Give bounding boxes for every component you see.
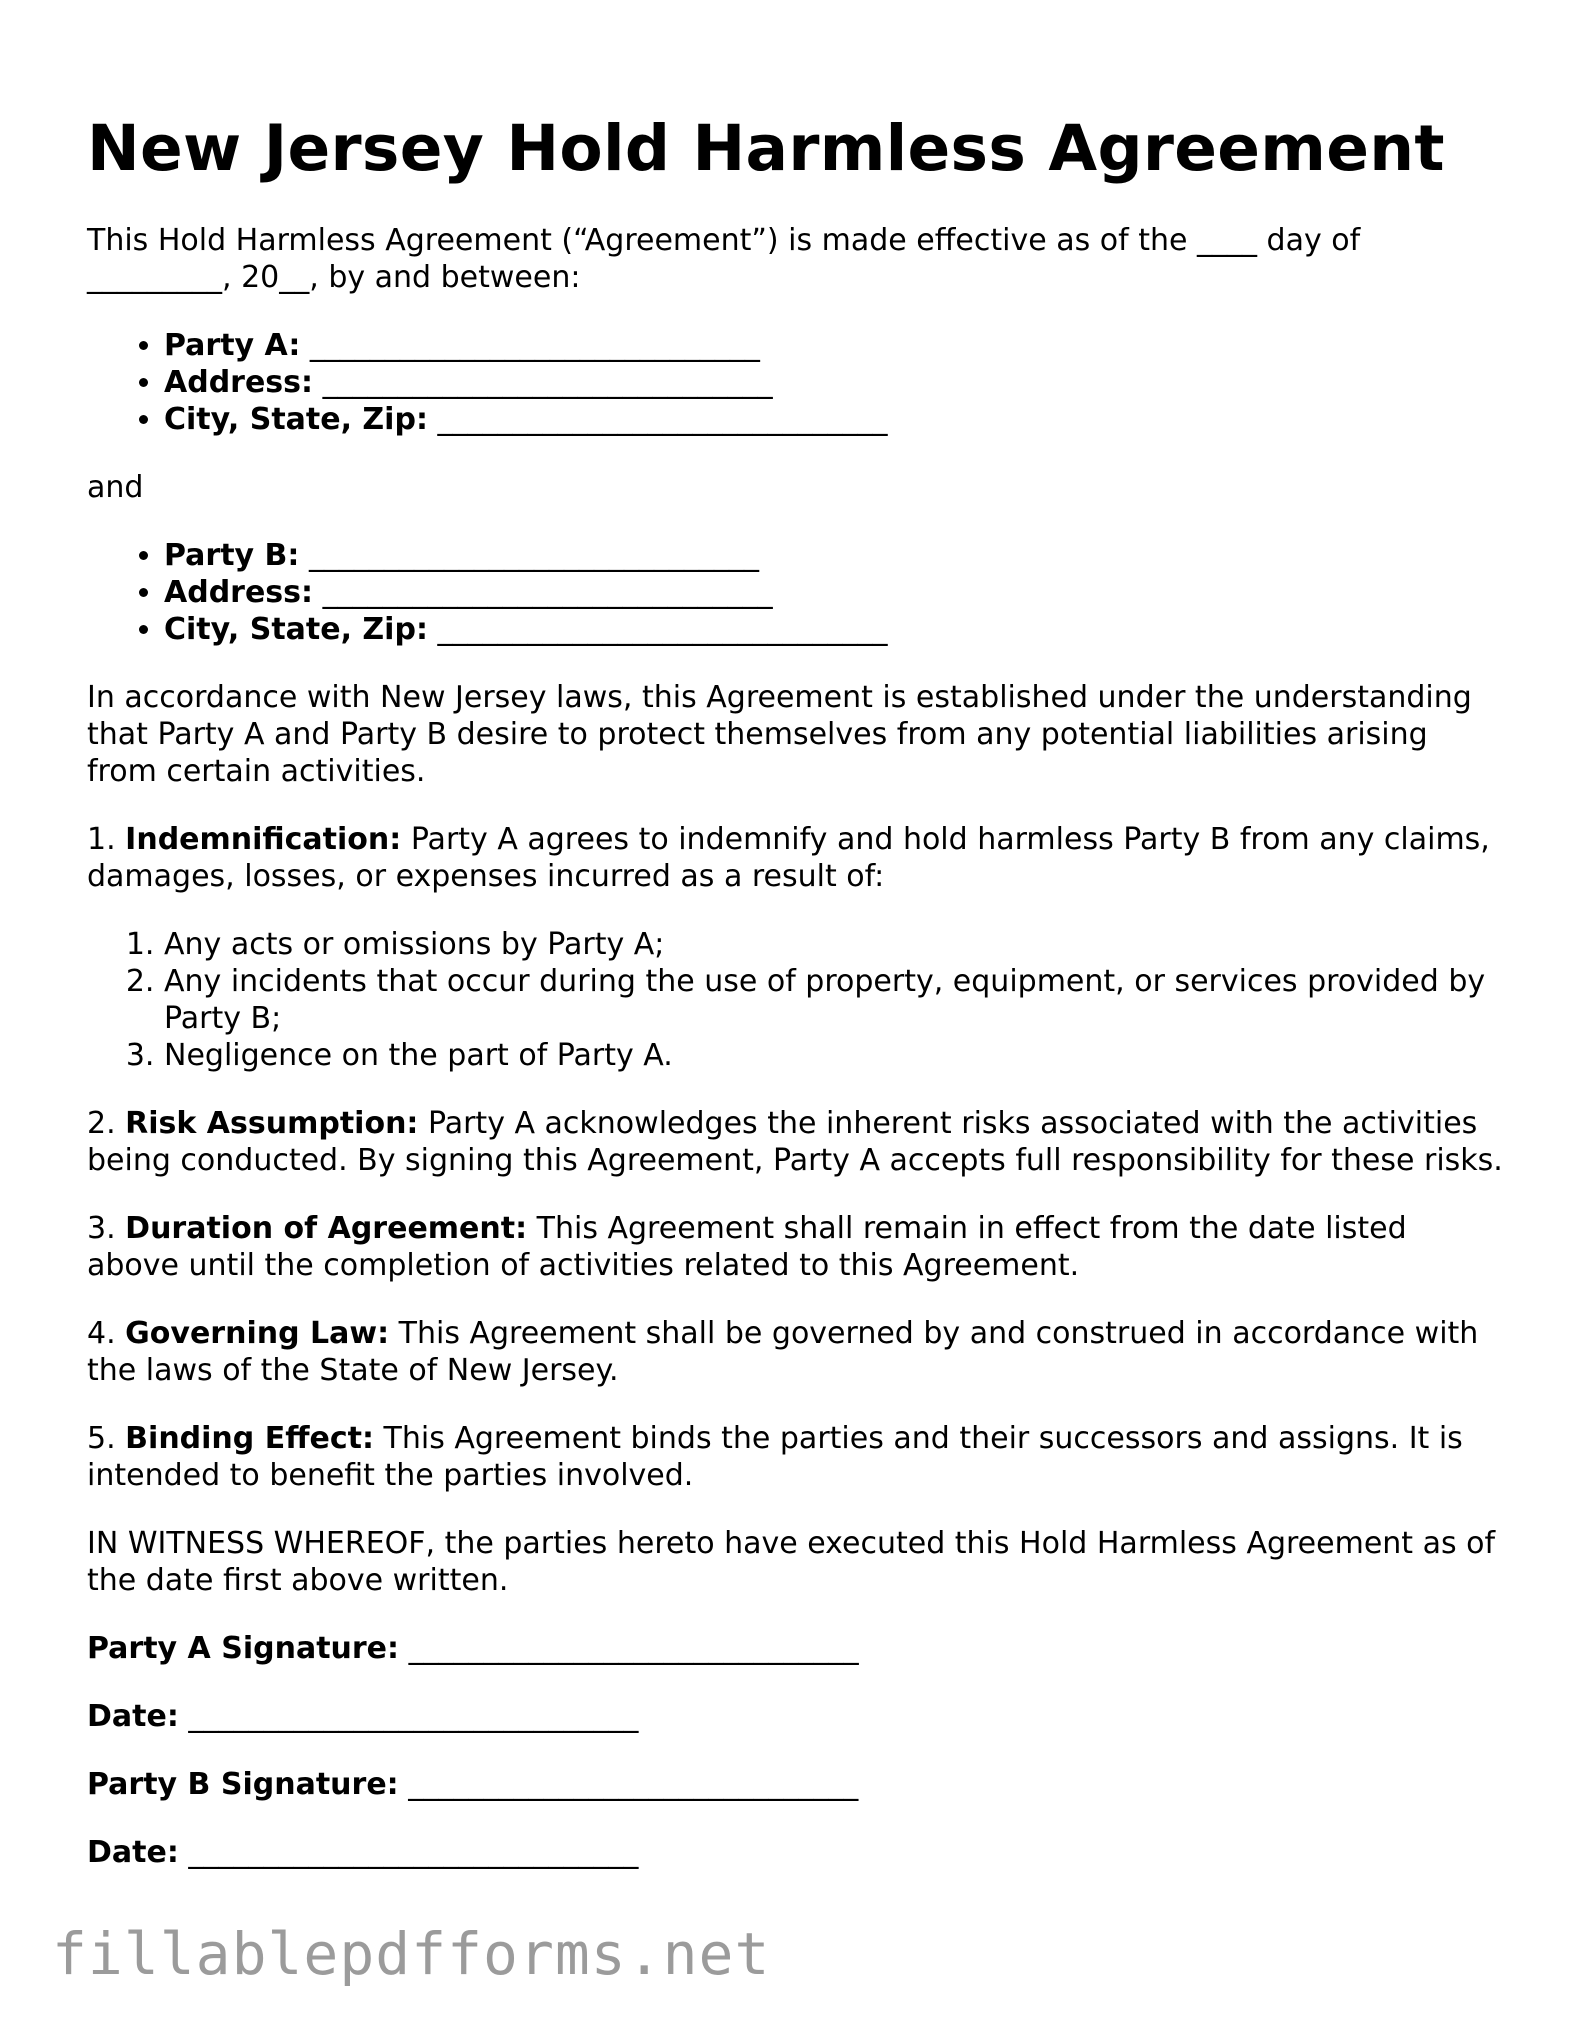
- party-a-address-line: [164, 364, 1507, 401]
- field-label: Party B:: [164, 538, 300, 573]
- blank-field[interactable]: ______________________________: [188, 1835, 639, 1870]
- section-number: 1.: [87, 822, 116, 857]
- field-label: City, State, Zip:: [164, 402, 428, 437]
- field-label: City, State, Zip:: [164, 612, 428, 647]
- section-heading: Governing Law:: [125, 1316, 390, 1351]
- section-text: Party A agrees to indemnify and hold harmless Party B from any claims, damages, losses, or expenses incurred as a result of:: [87, 822, 1490, 894]
- field-label: Date:: [87, 1835, 179, 1870]
- field-label: Date:: [87, 1699, 179, 1734]
- blank-field[interactable]: ______________________________: [408, 1767, 859, 1802]
- field-label: Party A:: [164, 328, 301, 363]
- party-a-name-line: [164, 327, 1507, 364]
- party-b-date-line: [87, 1834, 1507, 1871]
- blank-field[interactable]: ______________________________: [322, 365, 773, 400]
- indemnification-list: [87, 926, 1507, 1074]
- list-item: 3. Negligence on the part of Party A.: [164, 1037, 1507, 1074]
- document-body: [87, 222, 1507, 1902]
- section-heading: Duration of Agreement:: [125, 1211, 528, 1246]
- section-number: 5.: [87, 1421, 116, 1456]
- blank-field[interactable]: ______________________________: [408, 1631, 859, 1666]
- section-number: 4.: [87, 1316, 116, 1351]
- party-a-date-line: [87, 1698, 1507, 1735]
- section-indemnification: [87, 821, 1507, 895]
- party-a-city-line: [164, 401, 1507, 438]
- field-label: Address:: [164, 365, 314, 400]
- watermark: fillablepdfforms.net: [52, 1920, 771, 1988]
- blank-field[interactable]: ______________________________: [437, 402, 888, 437]
- accordance-paragraph: In accordance with New Jersey laws, this Agreement is established under the understanding that Party A and Party B desire to protect themselves from any potential liabilities arising from certain activities.: [87, 680, 1472, 789]
- party-b-name-line: [164, 537, 1507, 574]
- section-text: This Agreement shall be governed by and construed in accordance with the laws of the State of New Jersey.: [87, 1316, 1479, 1388]
- section-binding-effect: [87, 1420, 1507, 1494]
- section-heading: Indemnification:: [125, 822, 402, 857]
- and-text: and: [87, 470, 144, 505]
- blank-field[interactable]: ______________________________: [437, 612, 888, 647]
- party-b-city-line: [164, 611, 1507, 648]
- section-text: Party A acknowledges the inherent risks associated with the activities being conducted. By signing this Agreement, Party A accepts full responsibility for these risks.: [87, 1106, 1503, 1178]
- section-number: 3.: [87, 1211, 116, 1246]
- section-heading: Risk Assumption:: [125, 1106, 419, 1141]
- party-b-signature-line: [87, 1766, 1507, 1803]
- party-b-address-line: [164, 574, 1507, 611]
- signature-block: [87, 1630, 1507, 1871]
- section-text: This Agreement binds the parties and their successors and assigns. It is intended to benefit the parties involved.: [87, 1421, 1463, 1493]
- field-label: Address:: [164, 575, 314, 610]
- blank-field[interactable]: ______________________________: [308, 538, 759, 573]
- section-risk-assumption: [87, 1105, 1507, 1179]
- party-a-list: [87, 327, 1507, 438]
- field-label: Party A Signature:: [87, 1631, 400, 1666]
- section-text: This Agreement shall remain in effect from the date listed above until the completion of activities related to this Agreement.: [87, 1211, 1407, 1283]
- party-b-list: [87, 537, 1507, 648]
- blank-field[interactable]: ______________________________: [322, 575, 773, 610]
- witness-paragraph: IN WITNESS WHEREOF, the parties hereto have executed this Hold Harmless Agreement as of the date first above written.: [87, 1526, 1496, 1598]
- intro-paragraph: This Hold Harmless Agreement (“Agreement”) is made effective as of the ____ day of _________, 20__, by and between:: [87, 223, 1361, 295]
- blank-field[interactable]: ______________________________: [309, 328, 760, 363]
- list-item: 2. Any incidents that occur during the use of property, equipment, or services provided by Party B;: [164, 963, 1507, 1037]
- section-governing-law: [87, 1315, 1507, 1389]
- blank-field[interactable]: ______________________________: [188, 1699, 639, 1734]
- list-item: 1. Any acts or omissions by Party A;: [164, 926, 1507, 963]
- document-title: New Jersey Hold Harmless Agreement: [87, 112, 1445, 185]
- section-number: 2.: [87, 1106, 116, 1141]
- section-heading: Binding Effect:: [125, 1421, 374, 1456]
- field-label: Party B Signature:: [87, 1767, 399, 1802]
- section-duration: [87, 1210, 1507, 1284]
- party-a-signature-line: [87, 1630, 1507, 1667]
